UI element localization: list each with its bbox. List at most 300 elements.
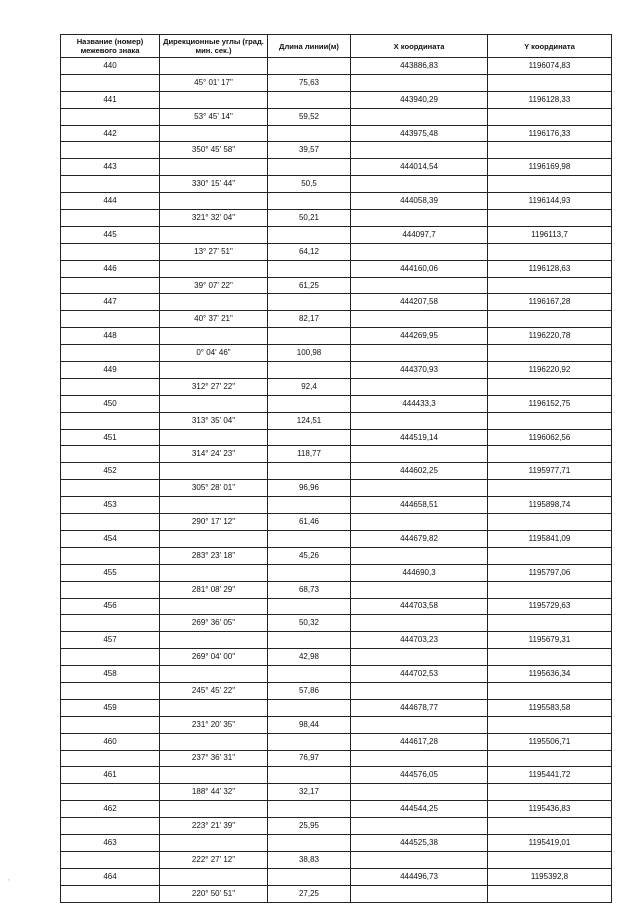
point-name-cell: 444: [61, 193, 160, 210]
empty-cell: [61, 716, 160, 733]
empty-cell: [61, 615, 160, 632]
point-name-cell: 463: [61, 834, 160, 851]
empty-cell: [351, 210, 488, 227]
line-row: [61, 480, 612, 497]
direction-angle-cell: 283° 23' 18": [160, 547, 268, 564]
direction-angle-cell: 231° 20' 35": [160, 716, 268, 733]
line-length-cell: 45,26: [268, 547, 351, 564]
direction-angle-cell: 45° 01' 17": [160, 74, 268, 91]
empty-cell: [351, 885, 488, 902]
direction-angle-cell: 188° 44' 32": [160, 784, 268, 801]
x-coordinate-cell: 444617,28: [351, 733, 488, 750]
empty-cell: [488, 277, 612, 294]
point-name-cell: 464: [61, 868, 160, 885]
line-length-cell: 59,52: [268, 108, 351, 125]
line-length-cell: 32,17: [268, 784, 351, 801]
point-name-cell: 458: [61, 666, 160, 683]
direction-angle-cell: 220° 50' 51": [160, 885, 268, 902]
x-coordinate-cell: 444097,7: [351, 226, 488, 243]
empty-cell: [488, 480, 612, 497]
empty-cell: [160, 91, 268, 108]
empty-cell: [351, 378, 488, 395]
point-name-cell: 442: [61, 125, 160, 142]
line-length-cell: 50,5: [268, 176, 351, 193]
empty-cell: [61, 581, 160, 598]
point-name-cell: 450: [61, 395, 160, 412]
direction-angle-cell: 40° 37' 21": [160, 311, 268, 328]
empty-cell: [160, 666, 268, 683]
empty-cell: [351, 480, 488, 497]
point-name-cell: 446: [61, 260, 160, 277]
y-coordinate-cell: 1196144,93: [488, 193, 612, 210]
empty-cell: [488, 682, 612, 699]
x-coordinate-cell: 444703,58: [351, 598, 488, 615]
empty-cell: [488, 581, 612, 598]
y-coordinate-cell: 1196128,33: [488, 91, 612, 108]
direction-angle-cell: 313° 35' 04": [160, 412, 268, 429]
empty-cell: [61, 412, 160, 429]
line-row: [61, 311, 612, 328]
coordinates-sheet: [60, 34, 611, 898]
empty-cell: [351, 311, 488, 328]
point-name-cell: 453: [61, 497, 160, 514]
y-coordinate-cell: 1195797,06: [488, 564, 612, 581]
line-row: [61, 851, 612, 868]
line-length-cell: 92,4: [268, 378, 351, 395]
empty-cell: [488, 446, 612, 463]
point-row: [61, 58, 612, 75]
empty-cell: [61, 176, 160, 193]
empty-cell: [268, 58, 351, 75]
line-row: [61, 581, 612, 598]
y-coordinate-cell: 1196220,78: [488, 328, 612, 345]
point-row: [61, 598, 612, 615]
direction-angle-cell: 314° 24' 23": [160, 446, 268, 463]
direction-angle-cell: 290° 17' 12": [160, 514, 268, 531]
page-edge-mark: ,: [8, 876, 10, 882]
line-length-cell: 68,73: [268, 581, 351, 598]
empty-cell: [351, 750, 488, 767]
empty-cell: [61, 378, 160, 395]
y-coordinate-cell: 1195977,71: [488, 463, 612, 480]
line-row: [61, 412, 612, 429]
point-row: [61, 497, 612, 514]
table-header: [61, 35, 612, 58]
empty-cell: [268, 328, 351, 345]
empty-cell: [160, 530, 268, 547]
point-row: [61, 868, 612, 885]
line-row: [61, 716, 612, 733]
point-row: [61, 733, 612, 750]
x-coordinate-cell: 444269,95: [351, 328, 488, 345]
point-name-cell: 460: [61, 733, 160, 750]
empty-cell: [488, 210, 612, 227]
empty-cell: [160, 125, 268, 142]
x-coordinate-cell: 444602,25: [351, 463, 488, 480]
empty-cell: [351, 514, 488, 531]
y-coordinate-cell: 1195441,72: [488, 767, 612, 784]
empty-cell: [160, 497, 268, 514]
point-row: [61, 834, 612, 851]
empty-cell: [351, 345, 488, 362]
line-length-cell: 61,46: [268, 514, 351, 531]
x-coordinate-cell: 443940,29: [351, 91, 488, 108]
direction-angle-cell: 53° 45' 14": [160, 108, 268, 125]
y-coordinate-cell: 1195436,83: [488, 801, 612, 818]
point-row: [61, 193, 612, 210]
empty-cell: [268, 598, 351, 615]
empty-cell: [351, 412, 488, 429]
direction-angle-cell: 305° 28' 01": [160, 480, 268, 497]
x-coordinate-cell: 444576,05: [351, 767, 488, 784]
x-coordinate-cell: 443886,83: [351, 58, 488, 75]
point-name-cell: 452: [61, 463, 160, 480]
point-row: [61, 767, 612, 784]
header-row: [61, 35, 612, 58]
empty-cell: [160, 294, 268, 311]
line-length-cell: 38,83: [268, 851, 351, 868]
x-coordinate-cell: 444544,25: [351, 801, 488, 818]
y-coordinate-cell: 1195636,34: [488, 666, 612, 683]
empty-cell: [351, 784, 488, 801]
empty-cell: [61, 277, 160, 294]
empty-cell: [268, 463, 351, 480]
direction-angle-cell: 330° 15' 44": [160, 176, 268, 193]
empty-cell: [488, 412, 612, 429]
line-length-cell: 64,12: [268, 243, 351, 260]
header-x-coordinate: X координата: [351, 35, 488, 58]
x-coordinate-cell: 444433,3: [351, 395, 488, 412]
empty-cell: [61, 547, 160, 564]
line-row: [61, 142, 612, 159]
line-row: [61, 378, 612, 395]
y-coordinate-cell: 1195392,8: [488, 868, 612, 885]
y-coordinate-cell: 1196113,7: [488, 226, 612, 243]
header-y-coordinate: Y координата: [488, 35, 612, 58]
line-length-cell: 57,86: [268, 682, 351, 699]
y-coordinate-cell: 1196152,75: [488, 395, 612, 412]
empty-cell: [488, 74, 612, 91]
line-length-cell: 124,51: [268, 412, 351, 429]
empty-cell: [61, 750, 160, 767]
point-row: [61, 699, 612, 716]
empty-cell: [351, 581, 488, 598]
point-row: [61, 463, 612, 480]
line-row: [61, 176, 612, 193]
empty-cell: [351, 446, 488, 463]
line-row: [61, 108, 612, 125]
y-coordinate-cell: 1195583,58: [488, 699, 612, 716]
y-coordinate-cell: 1195419,01: [488, 834, 612, 851]
empty-cell: [160, 868, 268, 885]
line-length-cell: 42,98: [268, 649, 351, 666]
direction-angle-cell: 223° 21' 39": [160, 818, 268, 835]
empty-cell: [268, 801, 351, 818]
line-length-cell: 98,44: [268, 716, 351, 733]
empty-cell: [488, 243, 612, 260]
empty-cell: [160, 159, 268, 176]
empty-cell: [160, 564, 268, 581]
empty-cell: [61, 649, 160, 666]
point-row: [61, 801, 612, 818]
y-coordinate-cell: 1196167,28: [488, 294, 612, 311]
empty-cell: [160, 328, 268, 345]
point-row: [61, 429, 612, 446]
empty-cell: [351, 851, 488, 868]
x-coordinate-cell: 444160,06: [351, 260, 488, 277]
empty-cell: [61, 784, 160, 801]
direction-angle-cell: 0° 04' 46": [160, 345, 268, 362]
direction-angle-cell: 39° 07' 22": [160, 277, 268, 294]
point-name-cell: 457: [61, 632, 160, 649]
point-name-cell: 455: [61, 564, 160, 581]
y-coordinate-cell: 1195506,71: [488, 733, 612, 750]
y-coordinate-cell: 1195679,31: [488, 632, 612, 649]
empty-cell: [488, 176, 612, 193]
empty-cell: [160, 733, 268, 750]
empty-cell: [268, 733, 351, 750]
direction-angle-cell: 13° 27' 51": [160, 243, 268, 260]
point-name-cell: 461: [61, 767, 160, 784]
empty-cell: [351, 615, 488, 632]
empty-cell: [488, 547, 612, 564]
line-row: [61, 649, 612, 666]
x-coordinate-cell: 444370,93: [351, 362, 488, 379]
empty-cell: [61, 345, 160, 362]
x-coordinate-cell: 444679,82: [351, 530, 488, 547]
empty-cell: [488, 142, 612, 159]
empty-cell: [268, 666, 351, 683]
empty-cell: [268, 868, 351, 885]
empty-cell: [61, 885, 160, 902]
point-name-cell: 447: [61, 294, 160, 311]
empty-cell: [351, 243, 488, 260]
x-coordinate-cell: 444702,53: [351, 666, 488, 683]
point-row: [61, 666, 612, 683]
empty-cell: [488, 750, 612, 767]
direction-angle-cell: 321° 32' 04": [160, 210, 268, 227]
empty-cell: [268, 193, 351, 210]
empty-cell: [160, 767, 268, 784]
empty-cell: [351, 176, 488, 193]
line-length-cell: 76,97: [268, 750, 351, 767]
empty-cell: [61, 311, 160, 328]
x-coordinate-cell: 444658,51: [351, 497, 488, 514]
y-coordinate-cell: 1196128,63: [488, 260, 612, 277]
table-body: [61, 58, 612, 903]
y-coordinate-cell: 1195841,09: [488, 530, 612, 547]
x-coordinate-cell: 444519,14: [351, 429, 488, 446]
header-point-name: Название (номер) межевого знака: [61, 35, 160, 58]
empty-cell: [351, 108, 488, 125]
empty-cell: [488, 885, 612, 902]
direction-angle-cell: 269° 04' 00": [160, 649, 268, 666]
y-coordinate-cell: 1196062,56: [488, 429, 612, 446]
empty-cell: [61, 851, 160, 868]
empty-cell: [160, 58, 268, 75]
empty-cell: [61, 446, 160, 463]
empty-cell: [61, 818, 160, 835]
y-coordinate-cell: 1195898,74: [488, 497, 612, 514]
y-coordinate-cell: 1196176,33: [488, 125, 612, 142]
empty-cell: [268, 362, 351, 379]
empty-cell: [61, 142, 160, 159]
empty-cell: [351, 649, 488, 666]
point-name-cell: 448: [61, 328, 160, 345]
point-name-cell: 459: [61, 699, 160, 716]
x-coordinate-cell: 443975,48: [351, 125, 488, 142]
empty-cell: [160, 226, 268, 243]
direction-angle-cell: 237° 36' 31": [160, 750, 268, 767]
y-coordinate-cell: 1195729,63: [488, 598, 612, 615]
line-length-cell: 50,21: [268, 210, 351, 227]
point-name-cell: 456: [61, 598, 160, 615]
empty-cell: [268, 159, 351, 176]
point-name-cell: 449: [61, 362, 160, 379]
line-row: [61, 74, 612, 91]
line-length-cell: 118,77: [268, 446, 351, 463]
line-row: [61, 547, 612, 564]
empty-cell: [488, 108, 612, 125]
empty-cell: [488, 818, 612, 835]
empty-cell: [351, 74, 488, 91]
point-row: [61, 260, 612, 277]
empty-cell: [351, 277, 488, 294]
point-name-cell: 462: [61, 801, 160, 818]
empty-cell: [61, 243, 160, 260]
line-row: [61, 885, 612, 902]
line-length-cell: 39,57: [268, 142, 351, 159]
direction-angle-cell: 312° 27' 22": [160, 378, 268, 395]
empty-cell: [160, 260, 268, 277]
empty-cell: [160, 362, 268, 379]
empty-cell: [488, 615, 612, 632]
coordinates-table: [60, 34, 612, 903]
point-row: [61, 632, 612, 649]
empty-cell: [268, 260, 351, 277]
y-coordinate-cell: 1196220,92: [488, 362, 612, 379]
empty-cell: [488, 851, 612, 868]
line-row: [61, 784, 612, 801]
point-row: [61, 91, 612, 108]
empty-cell: [61, 74, 160, 91]
line-row: [61, 750, 612, 767]
empty-cell: [160, 463, 268, 480]
point-name-cell: 445: [61, 226, 160, 243]
point-name-cell: 440: [61, 58, 160, 75]
x-coordinate-cell: 444690,3: [351, 564, 488, 581]
line-row: [61, 345, 612, 362]
direction-angle-cell: 281° 08' 29": [160, 581, 268, 598]
direction-angle-cell: 222° 27' 12": [160, 851, 268, 868]
point-row: [61, 328, 612, 345]
point-row: [61, 530, 612, 547]
point-row: [61, 395, 612, 412]
empty-cell: [268, 497, 351, 514]
line-length-cell: 100,98: [268, 345, 351, 362]
line-length-cell: 82,17: [268, 311, 351, 328]
empty-cell: [268, 226, 351, 243]
empty-cell: [488, 514, 612, 531]
empty-cell: [61, 514, 160, 531]
empty-cell: [268, 632, 351, 649]
empty-cell: [160, 632, 268, 649]
direction-angle-cell: 350° 45' 58": [160, 142, 268, 159]
empty-cell: [61, 108, 160, 125]
empty-cell: [61, 210, 160, 227]
line-length-cell: 75,63: [268, 74, 351, 91]
x-coordinate-cell: 444207,58: [351, 294, 488, 311]
point-name-cell: 454: [61, 530, 160, 547]
empty-cell: [351, 716, 488, 733]
empty-cell: [268, 699, 351, 716]
point-row: [61, 362, 612, 379]
point-row: [61, 294, 612, 311]
empty-cell: [488, 649, 612, 666]
line-length-cell: 27,25: [268, 885, 351, 902]
line-length-cell: 25,95: [268, 818, 351, 835]
point-row: [61, 159, 612, 176]
line-row: [61, 514, 612, 531]
x-coordinate-cell: 444703,23: [351, 632, 488, 649]
line-row: [61, 682, 612, 699]
header-direction-angle: Дирекционные углы (град. мин. сек.): [160, 35, 268, 58]
direction-angle-cell: 269° 36' 05": [160, 615, 268, 632]
empty-cell: [268, 530, 351, 547]
line-length-cell: 50,32: [268, 615, 351, 632]
empty-cell: [268, 125, 351, 142]
empty-cell: [268, 834, 351, 851]
empty-cell: [488, 345, 612, 362]
empty-cell: [488, 378, 612, 395]
x-coordinate-cell: 444525,38: [351, 834, 488, 851]
empty-cell: [351, 682, 488, 699]
empty-cell: [351, 818, 488, 835]
empty-cell: [160, 834, 268, 851]
line-row: [61, 243, 612, 260]
y-coordinate-cell: 1196169,98: [488, 159, 612, 176]
line-length-cell: 61,25: [268, 277, 351, 294]
empty-cell: [351, 142, 488, 159]
empty-cell: [351, 547, 488, 564]
line-row: [61, 277, 612, 294]
empty-cell: [488, 716, 612, 733]
empty-cell: [488, 311, 612, 328]
empty-cell: [160, 193, 268, 210]
point-row: [61, 564, 612, 581]
empty-cell: [268, 91, 351, 108]
point-name-cell: 451: [61, 429, 160, 446]
point-name-cell: 443: [61, 159, 160, 176]
empty-cell: [268, 429, 351, 446]
empty-cell: [160, 801, 268, 818]
x-coordinate-cell: 444058,39: [351, 193, 488, 210]
point-name-cell: 441: [61, 91, 160, 108]
empty-cell: [160, 598, 268, 615]
header-line-length: Длина линии(м): [268, 35, 351, 58]
empty-cell: [61, 480, 160, 497]
empty-cell: [61, 682, 160, 699]
x-coordinate-cell: 444496,73: [351, 868, 488, 885]
x-coordinate-cell: 444678,77: [351, 699, 488, 716]
empty-cell: [160, 395, 268, 412]
x-coordinate-cell: 444014,54: [351, 159, 488, 176]
empty-cell: [488, 784, 612, 801]
line-row: [61, 615, 612, 632]
line-length-cell: 96,96: [268, 480, 351, 497]
y-coordinate-cell: 1196074,83: [488, 58, 612, 75]
empty-cell: [268, 395, 351, 412]
